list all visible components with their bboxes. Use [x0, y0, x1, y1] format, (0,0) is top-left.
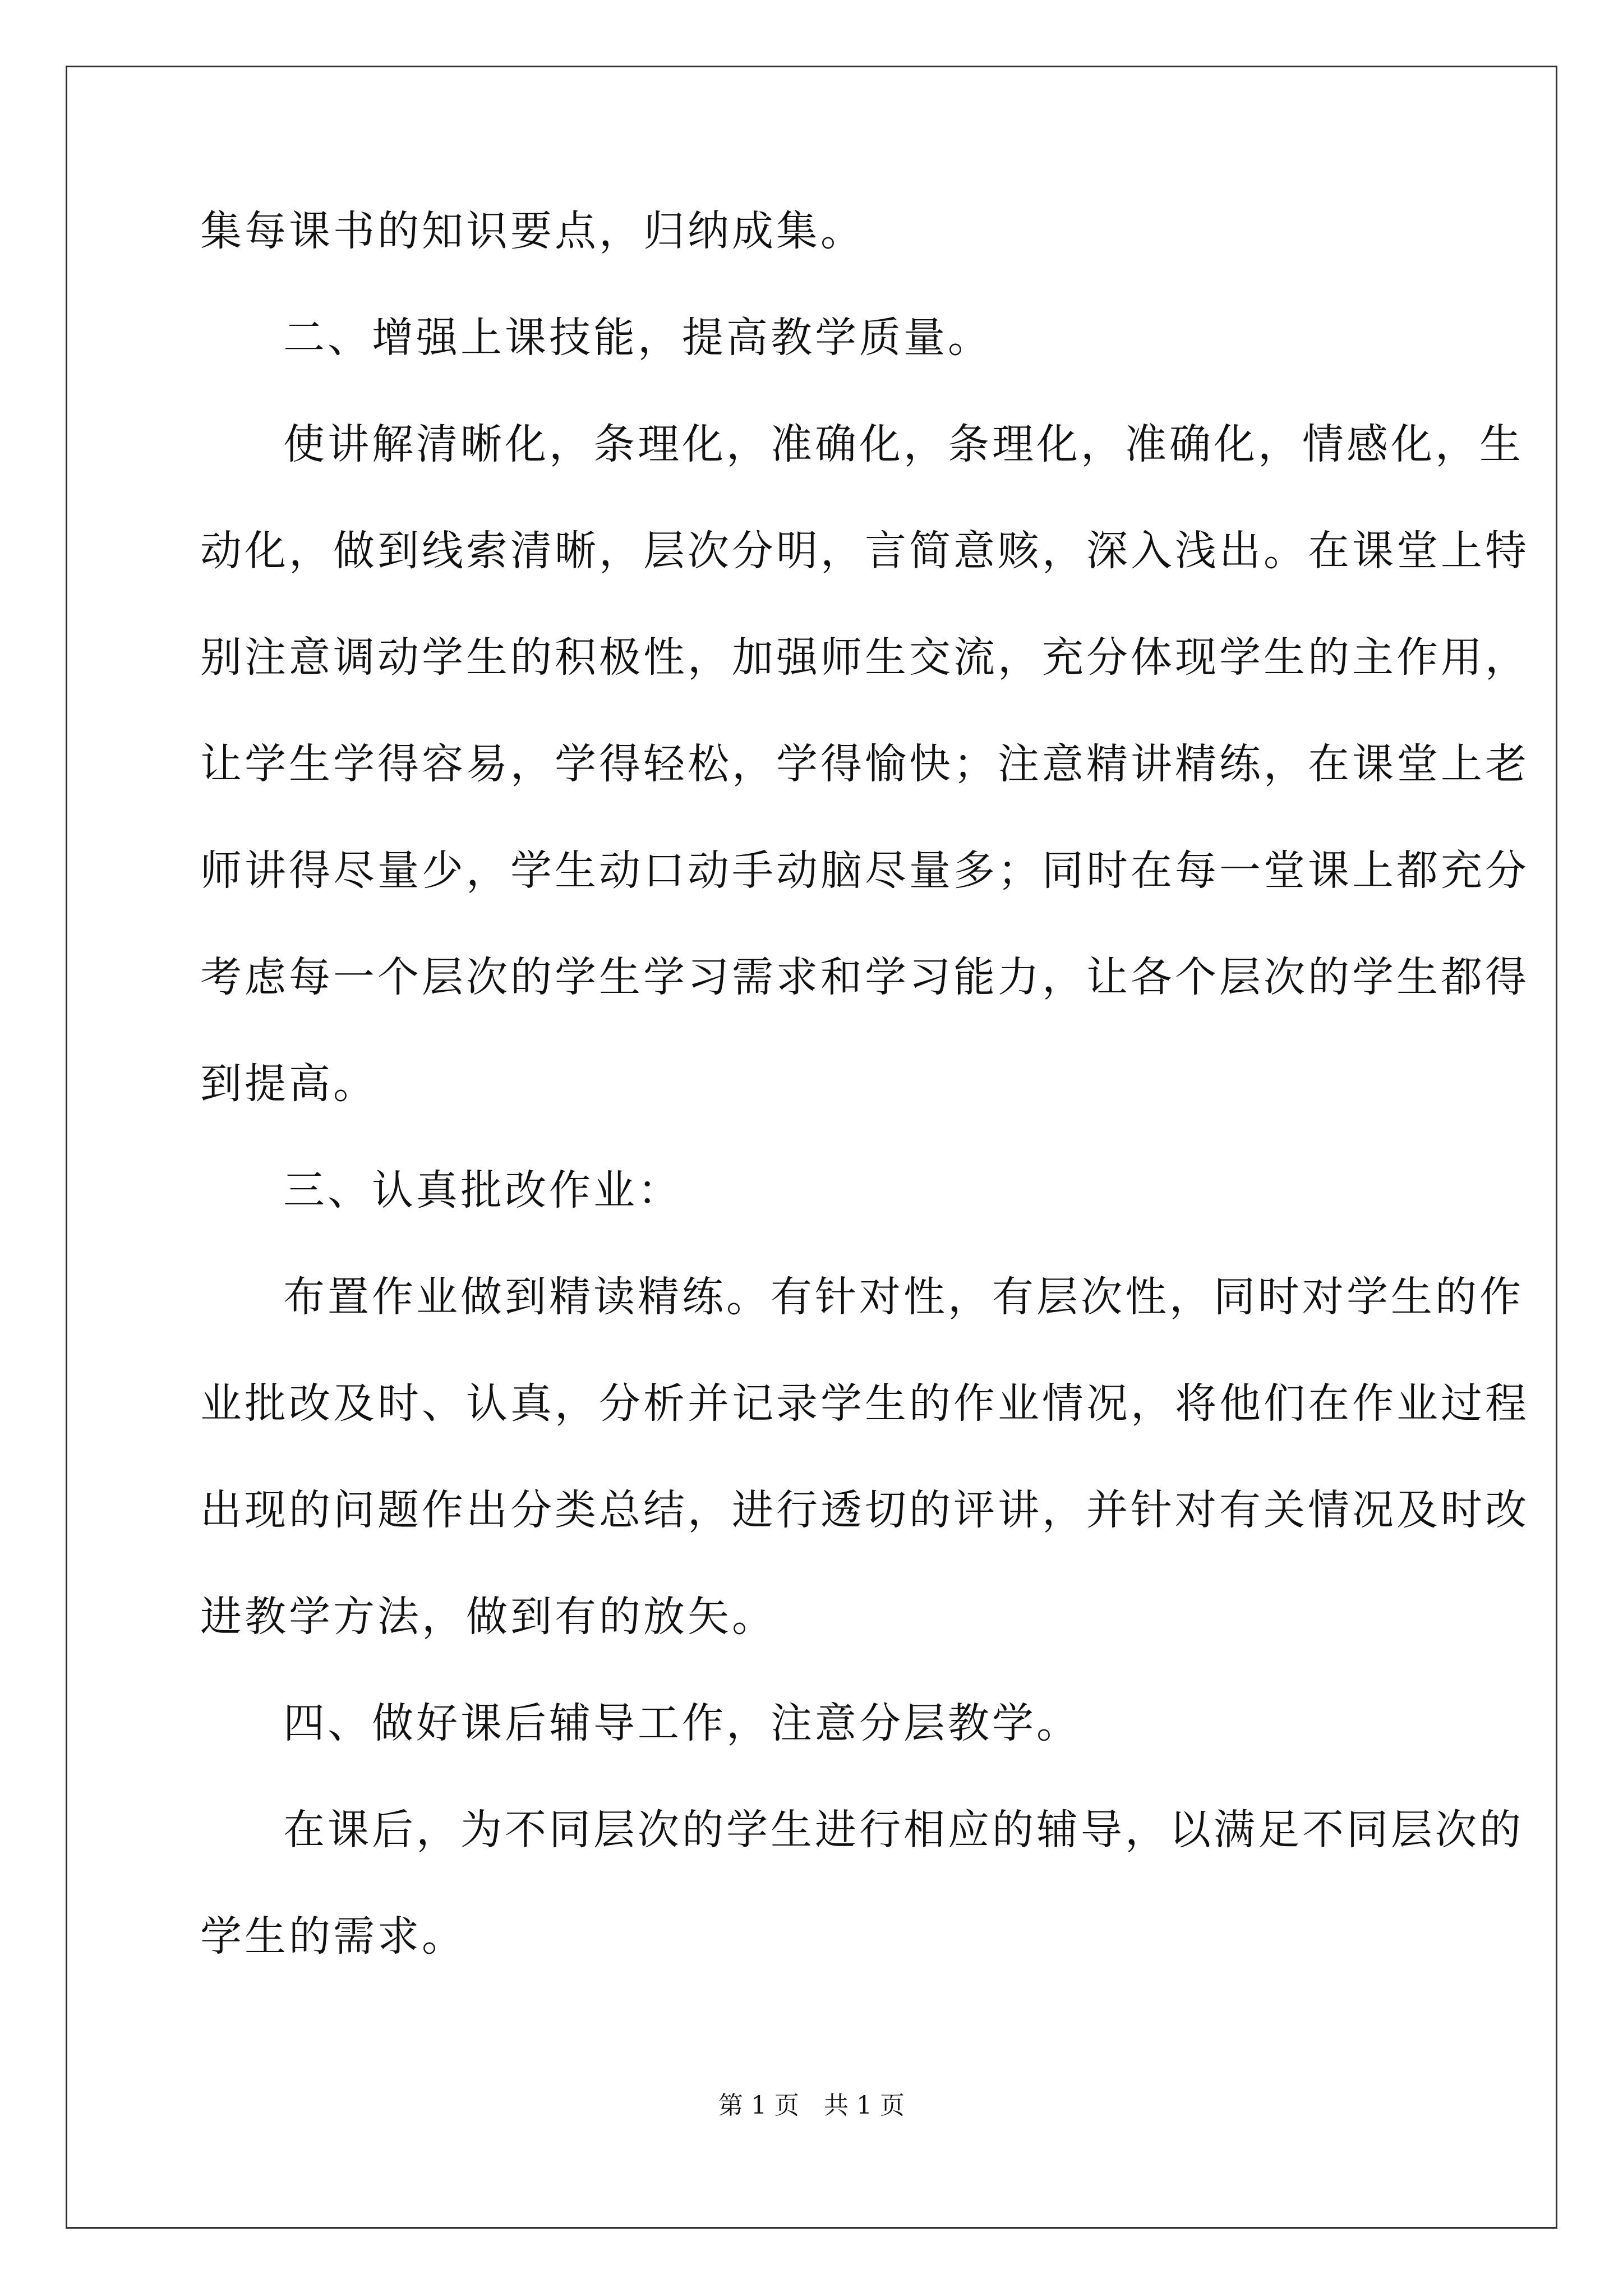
text-line: 三、认真批改作业：: [283, 1166, 682, 1214]
text-line: 在课后，为不同层次的学生进行相应的辅导，以满足不同层次的: [283, 1806, 1524, 1854]
text-line: 让学生学得容易，学得轻松，学得愉快；注意精讲精练，在课堂上老: [200, 740, 1529, 788]
text-line: 考虑每一个层次的学生学习需求和学习能力，让各个层次的学生都得: [200, 953, 1529, 1001]
text-line: 学生的需求。: [200, 1912, 466, 1961]
text-line: 别注意调动学生的积极性，加强师生交流，充分体现学生的主作用，: [200, 633, 1529, 682]
text-line: 布置作业做到精读精练。有针对性，有层次性，同时对学生的作: [283, 1273, 1524, 1321]
text-line: 二、增强上课技能，提高教学质量。: [283, 314, 992, 362]
page-footer: 第 1 页 共 1 页: [718, 2091, 905, 2120]
text-line: 集每课书的知识要点，归纳成集。: [200, 207, 865, 255]
document-body: [200, 207, 1529, 2022]
text-line: 师讲得尽量少，学生动口动手动脑尽量多；同时在每一堂课上都充分: [200, 846, 1529, 895]
text-line: 到提高。: [200, 1060, 377, 1108]
text-line: 四、做好课后辅导工作，注意分层教学。: [283, 1699, 1081, 1747]
text-line: 出现的问题作出分类总结，进行透切的评讲，并针对有关情况及时改: [200, 1486, 1529, 1534]
text-line: 动化，做到线索清晰，层次分明，言简意赅，深入浅出。在课堂上特: [200, 527, 1529, 575]
text-line: 进教学方法，做到有的放矢。: [200, 1593, 776, 1641]
text-line: 使讲解清晰化，条理化，准确化，条理化，准确化，情感化，生: [283, 420, 1524, 468]
text-line: 业批改及时、认真，分析并记录学生的作业情况，将他们在作业过程: [200, 1379, 1529, 1428]
